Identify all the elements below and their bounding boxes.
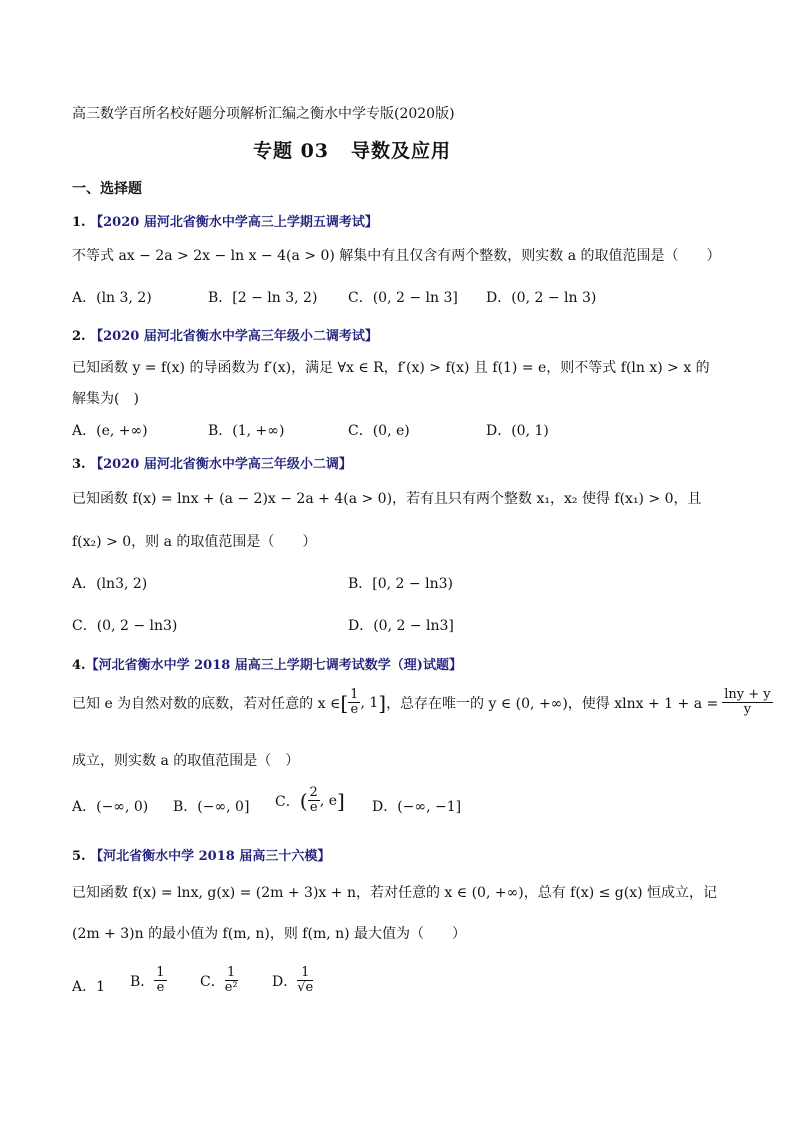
question-1-header: 1. 【2020 届河北省衡水中学高三上学期五调考试】 [72,215,378,230]
question-5-source: 【河北省衡水中学 2018 届高三十六模】 [90,849,331,864]
question-2-source: 【2020 届河北省衡水中学高三年级小二调考试】 [90,329,378,344]
question-3-header: 3. 【2020 届河北省衡水中学高三年级小二调】 [72,457,352,472]
question-3-text-line-1: 已知函数 f(x) = lnx + (a − 2)x − 2a + 4(a > 0)，若有且只有两个整数 x₁，x₂ 使得 f(x₁) > 0，且 [72,491,702,507]
question-5-text-line-2: (2m + 3)n 的最小值为 f(m, n)，则 f(m, n) 最大值为（ ） [72,926,467,942]
question-2-text-line-1: 已知函数 y = f(x) 的导函数为 f′(x)，满足 ∀x ∈ R，f′(x) > f(x) 且 f(1) = e，则不等式 f(ln x) > x 的 [72,360,710,376]
question-5-option-d: D． $\frac{1}{√e}$ [272,965,314,996]
question-2-header: 2. 【2020 届河北省衡水中学高三年级小二调考试】 [72,329,378,344]
question-3-source: 【2020 届河北省衡水中学高三年级小二调】 [90,457,352,472]
question-5-option-a: A．1 [72,979,106,995]
question-2-text-line-2: 解集为( ) [72,391,139,407]
question-1-source: 【2020 届河北省衡水中学高三上学期五调考试】 [90,215,378,230]
question-4-option-a: A．(−∞, 0) [72,799,149,815]
question-3-option-d: D．(0, 2 − ln3] [348,618,454,634]
question-1-option-c: C．(0, 2 − ln 3] [348,290,458,306]
question-4-source: 【河北省衡水中学 2018 届高三上学期七调考试数学（理)试题】 [85,658,462,673]
question-4-option-d: D．(−∞, −1] [372,799,462,815]
question-2-option-a: A．(e, +∞) [72,423,148,439]
question-1-text: 不等式 ax − 2a > 2x − ln x − 4(a > 0) 解集中有且仅含有两个整数，则实数 a 的取值范围是（ ） [72,248,721,264]
question-5-option-b: B． $\frac{1}{e}$ [130,965,165,996]
title-number: 专题 03 [252,140,330,162]
title-topic: 导数及应用 [351,140,452,162]
question-3-option-c: C．(0, 2 − ln3) [72,618,178,634]
question-3-option-a: A．(ln3, 2) [72,576,148,592]
question-2-option-b: B．(1, +∞) [208,423,285,439]
question-2-option-d: D．(0, 1) [486,423,549,439]
section-heading: 一、选择题 [72,181,142,197]
question-4-text-line-2: 成立，则实数 a 的取值范围是（ ） [72,753,300,769]
question-4-text-line-1: 已知 e 为自然对数的底数，若对任意的 x ∈ [ $\frac{1}{e}$ , 1 ] ，总存在唯一的 y ∈ (0, +∞)，使得 xlnx + 1 + a = $\frac{\ln y + y}{y}$ [72,687,771,718]
question-5-option-c: C． $\frac{1}{\text{e²}}$ [200,965,238,996]
question-1-option-b: B．[2 − ln 3, 2) [208,290,318,306]
question-1-option-a: A．(ln 3, 2) [72,290,152,306]
page-title [0,136,704,163]
question-4-option-b: B．(−∞, 0] [173,799,250,815]
question-4-option-c: C． ( $\frac{2}{e}$ , e ] [275,785,345,816]
question-1-option-d: D．(0, 2 − ln 3) [486,290,597,306]
question-5-header: 5. 【河北省衡水中学 2018 届高三十六模】 [72,849,331,864]
question-3-option-b: B．[0, 2 − ln3) [348,576,453,592]
question-2-option-c: C．(0, e) [348,423,410,439]
fraction-one-over-e: $\frac{1}{e}$ [350,687,359,718]
series-title: 高三数学百所名校好题分项解析汇编之衡水中学专版(2020版) [72,106,455,122]
question-4-header: 4.【河北省衡水中学 2018 届高三上学期七调考试数学（理)试题】 [72,658,462,673]
fraction-lny-plus-y-over-y: $\frac{\ln y + y}{y}$ [724,687,771,718]
question-5-text-line-1: 已知函数 f(x) = lnx, g(x) = (2m + 3)x + n，若对任意的 x ∈ (0, +∞)，总有 f(x) ≤ g(x) 恒成立，记 [72,885,718,901]
question-3-text-line-2: f(x₂) > 0，则 a 的取值范围是（ ） [72,534,317,550]
